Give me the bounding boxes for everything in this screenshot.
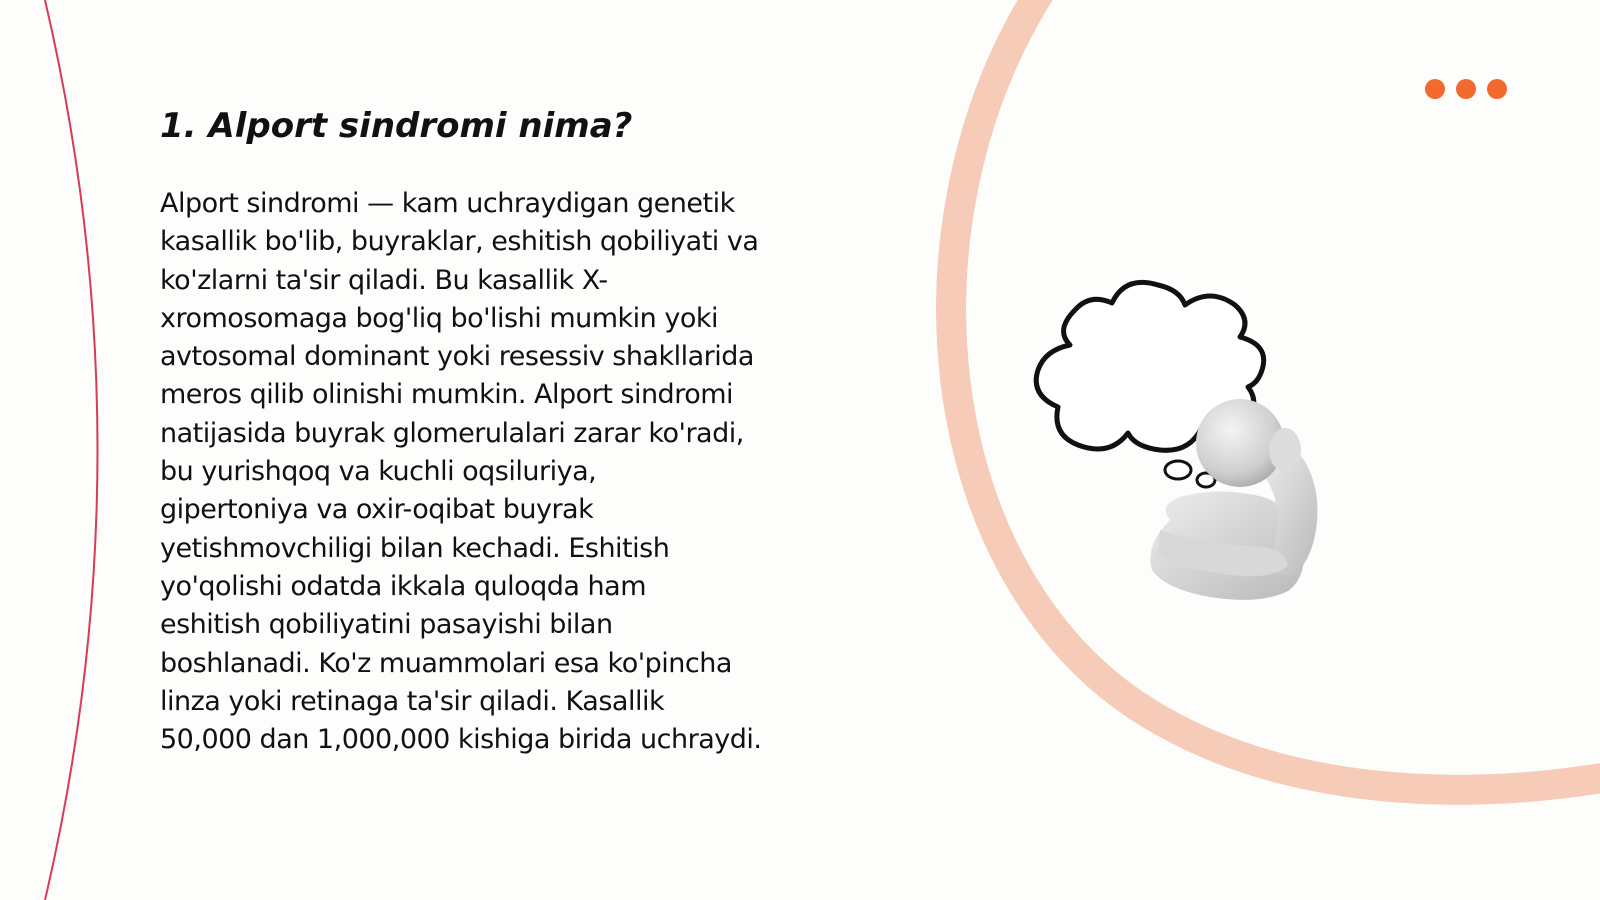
slide-body-text — [160, 185, 860, 759]
body-line: meros qilib olinishi mumkin. Alport sindromi — [160, 379, 734, 411]
thinking-person-icon — [1030, 275, 1360, 615]
body-line: eshitish qobiliyatini pasayishi bilan — [160, 609, 613, 641]
body-line: Alport sindromi — kam uchraydigan genetik — [160, 188, 735, 219]
person-hand — [1269, 428, 1301, 472]
body-line: gipertoniya va oxir-oqibat buyrak — [160, 494, 594, 526]
body-line: yo'qolishi odatda ikkala quloqda ham — [160, 570, 647, 602]
body-line: boshlanadi. Ko'z muammolari esa ko'pincha — [160, 647, 732, 679]
body-line: ko'zlarni ta'sir qiladi. Bu kasallik X- — [160, 264, 608, 296]
left-arc — [45, 0, 98, 900]
body-line: natijasida buyrak glomerulalari zarar ko'radi, — [160, 417, 744, 449]
body-line: avtosomal dominant yoki resessiv shakllarida — [160, 341, 754, 373]
body-line: xromosomaga bog'liq bo'lishi mumkin yoki — [160, 302, 718, 334]
menu-dots-icon — [1425, 79, 1507, 99]
dot — [1456, 79, 1476, 99]
dot — [1487, 79, 1507, 99]
dot — [1425, 79, 1445, 99]
body-line: linza yoki retinaga ta'sir qiladi. Kasallik — [160, 685, 665, 717]
body-line: bu yurishqoq va kuchli oqsiluriya, — [160, 456, 597, 488]
thought-bubble-small — [1165, 461, 1191, 479]
slide-title: 1. Alport sindromi nima? — [160, 106, 633, 146]
body-line: yetishmovchiligi bilan kechadi. Eshitish — [160, 532, 670, 564]
body-line: 50,000 dan 1,000,000 kishiga birida uchraydi. — [160, 724, 762, 756]
body-line: kasallik bo'lib, buyraklar, eshitish qobiliyati va — [160, 226, 759, 258]
